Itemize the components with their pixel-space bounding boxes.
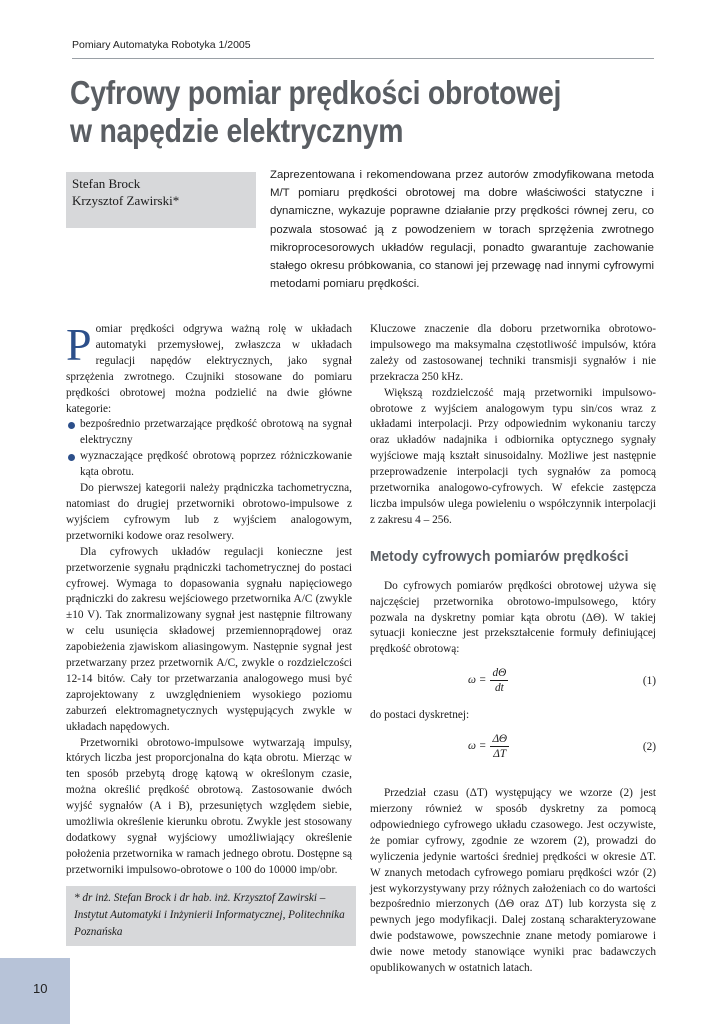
eq1-lhs: ω = (468, 673, 487, 686)
drop-cap: P (66, 319, 92, 370)
paragraph: Dla cyfrowych układów regulacji konieczne jest przetworzenie sygnału prądniczki tachometrycznej do postaci cyfrowej. Wymaga to dopasowania sygnału napięciowego prądniczki do zakresu wejściowego przetwornika A/C (zwykle ±10 V). Tak znormalizowany sygnał jest następnie filtrowany w celu usunięcia składowej przemiennoprądowej oraz zapobieżenia zjawiskom aliasingowym. Następnie sygnał jest przetwarzany przez przetwornik A/C, zwykle o rozdzielczości 12-14 bitów. Cały tor przetwarzania analogowego musi być zaprojektowany z uwzględnieniem wysokiego poziomu zaburzeń elektromagnetycznych występujących zwykle w układach napędowych. (66, 545, 352, 733)
intro-text: omiar prędkości odgrywa ważną rolę w układach automatyki przemysłowej, zwłaszcza w układach regulacji napędów elektrycznych, jako sygnał sprzężenia zwrotnego. Czujniki stosowane do pomiaru prędkości obrotowej można podzielić na dwie główne kategorie: (66, 323, 352, 415)
journal-header: Pomiary Automatyka Robotyka 1/2005 (72, 39, 251, 51)
paragraph: Do cyfrowych pomiarów prędkości obrotowej używa się najczęściej przetwornika obrotowo-impulsowego, który pozwala na dyskretny pomiar kąta obrotu (ΔΘ). W takiej sytuacji konieczne jest przekształcenie formuły definiującej prędkość obrotową: (370, 579, 656, 656)
eq1-numerator: dΘ (492, 667, 507, 680)
article-title (70, 74, 586, 150)
eq1-fraction (490, 666, 508, 695)
category-list (66, 417, 352, 481)
header-rule (72, 58, 654, 59)
list-item-text: wyznaczające prędkość obrotową poprzez różniczkowanie kąta obrotu. (80, 450, 352, 479)
left-column (66, 319, 352, 879)
paragraph: Do pierwszej kategorii należy prądniczka tachometryczna, natomiast do drugiej przetworniki obrotowo-impulsowe z wyjściem cyfrowym lub z wyjściem analogowym, przetworniki kodowe oraz resolwery. (66, 482, 352, 542)
list-item-text: bezpośrednio przetwarzające prędkość obrotową na sygnał elektryczny (80, 418, 352, 447)
intro-paragraph (66, 319, 352, 417)
right-column (370, 322, 656, 977)
list-item (66, 417, 352, 449)
title-line-1: Cyfrowy pomiar prędkości obrotowej (70, 74, 562, 111)
author-1: Stefan Brock (72, 176, 141, 191)
paragraph: Przedział czasu (ΔT) występujący we wzorze (2) jest mierzony również w sposób dyskretny za pomocą odpowiedniego cyfrowego układu czasowego. Jest oczywiste, że pomiar cyfrowy, zgodnie ze wzorem (2), prowadzi do wyliczenia jedynie wartości średniej prędkości w okresie ΔT. W znanych metodach cyfrowego pomiaru prędkości wzór (2) jest wykorzystywany przy różnych założeniach co do wartości bezpośrednio mierzonych (ΔΘ oraz ΔT) lub korzysta się z pewnych jego modyfikacji. Dalej zostaną scharakteryzowane dwie podstawowe, powszechnie znane metody pomiarowe i dwie nowe metody stanowiące wyniki prac badawczych opublikowanych w ostatnich latach. (370, 787, 656, 975)
equation-2-body (468, 732, 509, 761)
title-line-2: w napędzie elektrycznym (70, 112, 404, 149)
authors-box (66, 172, 256, 228)
eq2-fraction (490, 732, 509, 761)
paragraph: Większą rozdzielczość mają przetworniki impulsowo-obrotowe z wyjściem analogowym typu sin/cos wraz z układami interpolacji. Przy odpowiednim wykonaniu tarczy oraz układów nadajnika i odbiornika optycznego sygnały wyjściowe mają kształt sinusoidalny. Możliwe jest następnie przeprowadzenie interpolacji tych sygnałów za pomocą przetwornika analogowo-cyfrowych. W efekcie zastępcza liczba impulsów ulega powieleniu o współczynnik interpolacji z zakresu 4 – 256. (370, 386, 656, 526)
eq2-number: (2) (642, 741, 656, 754)
eq2-lhs: ω = (468, 739, 487, 752)
equation-1 (370, 662, 656, 706)
author-2: Krzysztof Zawirski* (72, 193, 180, 208)
eq1-number: (1) (642, 675, 656, 688)
equation-1-body (468, 666, 508, 695)
paragraph: Przetworniki obrotowo-impulsowe wytwarzają impulsy, których liczba jest proporcjonalna do kąta obrotu. Mierząc w ten sposób przebytą drogę kątową w określonym czasie, można określić prędkość obrotową. Zastosowanie dwóch wyjść sygnałów (A i B), przesuniętych względem siebie, umożliwia określenie kierunku obrotu. Zwykle jest stosowany dodatkowy sygnał wyjściowy umożliwiający określenie położenia przetwornika w ramach jednego obrotu. Dostępne są przetworniki impulsowo-obrotowe o 100 do 10000 imp/obr. (66, 736, 352, 876)
eq2-numerator: ΔΘ (492, 733, 508, 746)
list-item (66, 449, 352, 481)
page-number: 10 (33, 981, 48, 996)
paragraph: do postaci dyskretnej: (370, 709, 470, 722)
footnote: * dr inż. Stefan Brock i dr hab. inż. Krzysztof Zawirski – Instytut Automatyki i Inżynierii Informatycznej, Politechnika Poznańska (66, 886, 356, 946)
paragraph: Kluczowe znaczenie dla doboru przetwornika obrotowo-impulsowego ma maksymalna częstotliwość impulsów, która zależy od zastosowanej techniki transmisji sygnałów i nie przekracza 250 kHz. (370, 323, 656, 383)
bullet-icon (68, 422, 75, 429)
eq1-denominator: dt (494, 682, 504, 695)
section-heading: Metody cyfrowych pomiarów prędkości (370, 547, 629, 565)
bullet-icon (68, 454, 75, 461)
eq2-denominator: ΔT (493, 748, 507, 761)
abstract: Zaprezentowana i rekomendowana przez autorów zmodyfikowana metoda M/T pomiaru prędkości obrotowej ma dobre właściwości statyczne i dynamiczne, wykazuje poprawne działanie przy prędkości równej zeru, co pozwala stosować ją z powodzeniem w torach sprzężenia zwrotnego mikroprocesorowych układów regulacji, ponadto gwarantuje zachowanie stałego okresu próbkowania, co stanowi jej przewagę nad innymi cyfrowymi metodami pomiaru prędkości. (270, 169, 654, 291)
equation-2 (370, 728, 656, 772)
